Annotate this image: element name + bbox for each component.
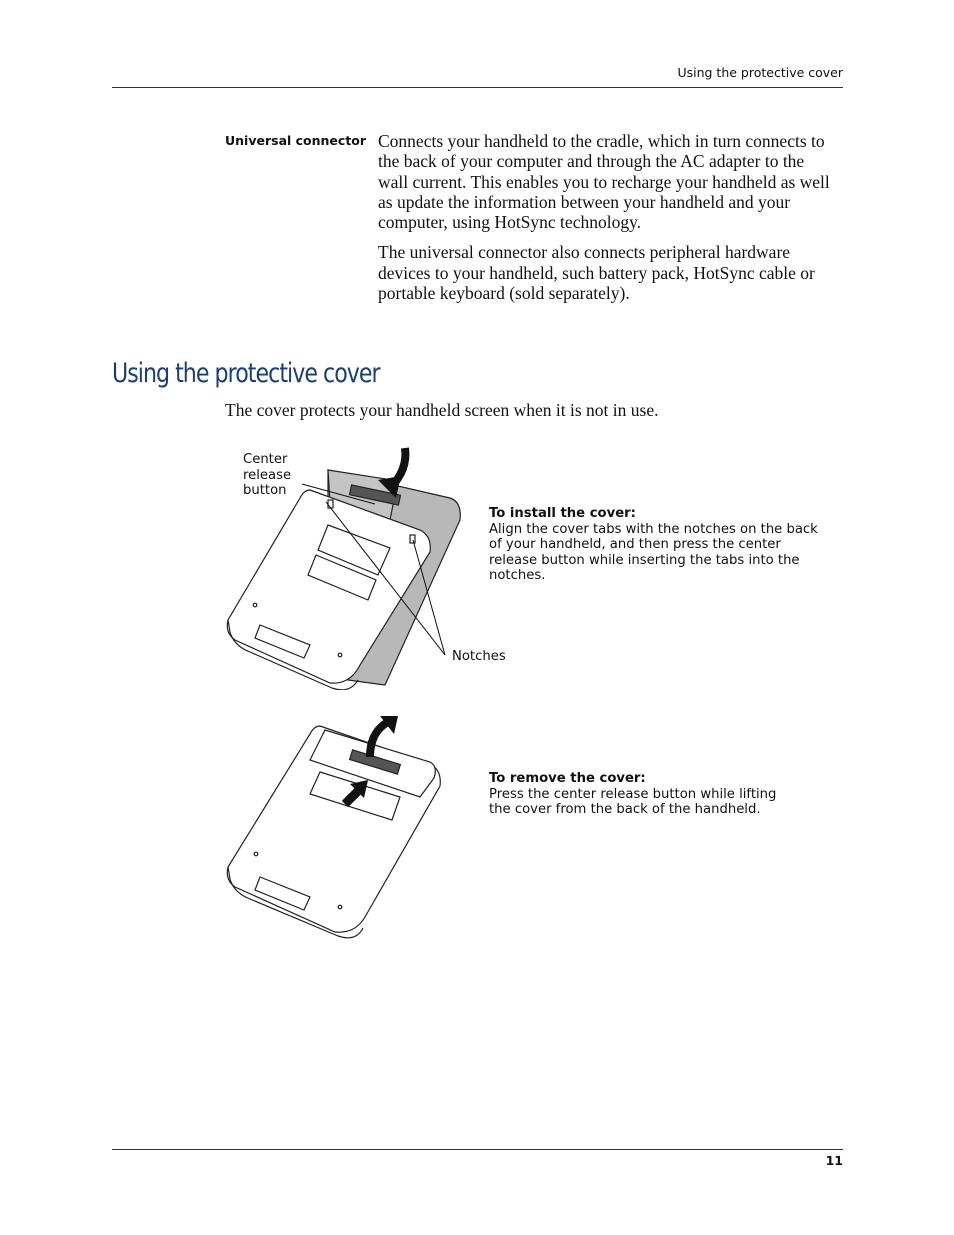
remove-cover-text: Press the center release button while lifting the cover from the back of the handheld.	[489, 786, 777, 817]
install-cover-instructions	[489, 506, 819, 584]
callout-center-release-button	[243, 452, 303, 499]
term-label-universal-connector: Universal connector	[225, 133, 367, 148]
remove-cover-instructions	[489, 771, 789, 818]
section-intro: The cover protects your handheld screen when it is not in use.	[225, 400, 659, 420]
install-cover-text: Align the cover tabs with the notches on the back of your handheld, and then press the center release button while inserting the tabs into the notches.	[489, 521, 818, 583]
section-heading: Using the protective cover	[112, 358, 380, 389]
definition-paragraph-1: Connects your handheld to the cradle, which in turn connects to the back of your computer and through the AC adapter to the wall current. This enables you to recharge your handheld as well as update the information between your handheld and your computer, using HotSync technology.	[378, 131, 830, 233]
term-definition	[378, 131, 836, 313]
running-header: Using the protective cover	[677, 65, 843, 80]
page-number: 11	[825, 1153, 843, 1168]
definition-paragraph-2: The universal connector also connects peripheral hardware devices to your handheld, such battery pack, HotSync cable or portable keyboard (sold separately).	[378, 242, 815, 304]
remove-cover-title: To remove the cover:	[489, 771, 646, 786]
footer-rule	[112, 1149, 843, 1150]
callout-center-text: Center release button	[243, 452, 292, 498]
remove-cover-illustration	[220, 712, 470, 942]
callout-notches: Notches	[452, 649, 506, 664]
header-rule	[112, 87, 843, 88]
install-cover-title: To install the cover:	[489, 506, 636, 521]
